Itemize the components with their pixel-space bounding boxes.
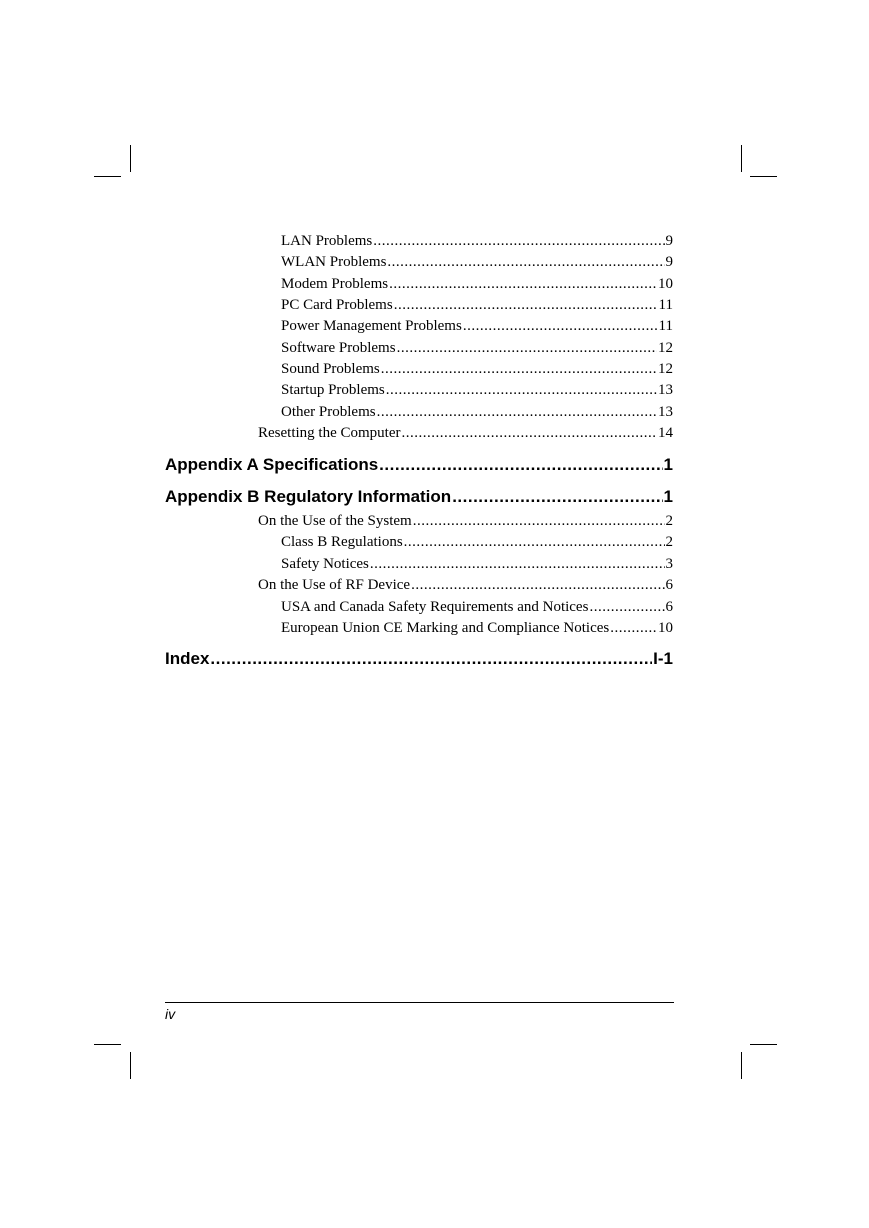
toc-entry-page: 9 [665, 233, 673, 249]
toc-entry-page: 1 [663, 455, 673, 474]
crop-mark-bottom-left-h [94, 1044, 121, 1045]
toc-entry-page: 2 [665, 534, 673, 550]
toc-entry-appendix-a[interactable] [165, 454, 673, 476]
toc-leader-dots [377, 402, 657, 422]
toc-entry-page: 11 [658, 297, 673, 313]
crop-mark-top-right-h [750, 176, 777, 177]
crop-mark-bottom-left-v [130, 1052, 131, 1079]
toc-leader-dots [397, 338, 657, 358]
toc-entry-title: On the Use of RF Device [258, 577, 411, 593]
crop-mark-bottom-right-v [741, 1052, 742, 1079]
toc-entry-other-problems[interactable] [281, 402, 673, 422]
toc-leader-dots [610, 618, 657, 638]
toc-entry-eu-ce-marking[interactable] [281, 618, 673, 638]
toc-entry-title: Software Problems [281, 340, 396, 356]
toc-entry-page: 12 [658, 361, 673, 377]
toc-entry-wlan-problems[interactable] [281, 252, 673, 272]
toc-entry-title: Modem Problems [281, 276, 389, 292]
toc-leader-dots [379, 454, 662, 476]
toc-entry-title: Power Management Problems [281, 318, 462, 334]
toc-entry-title: On the Use of the System [258, 513, 412, 529]
toc-leader-dots [373, 231, 664, 251]
toc-entry-page: 3 [665, 556, 673, 572]
toc-entry-resetting-the-computer[interactable] [258, 423, 673, 443]
toc-entry-title: Appendix B Regulatory Information [165, 487, 452, 506]
toc-entry-title: Sound Problems [281, 361, 380, 377]
toc-leader-dots [389, 274, 657, 294]
toc-entry-appendix-b[interactable] [165, 486, 673, 508]
toc-entry-page: 13 [658, 382, 673, 398]
toc-leader-dots [404, 532, 665, 552]
toc-entry-safety-notices[interactable] [281, 554, 673, 574]
toc-entry-use-of-system[interactable] [258, 511, 673, 531]
toc-entry-page: 11 [658, 318, 673, 334]
toc-entry-title: USA and Canada Safety Requirements and Notices [281, 599, 589, 615]
crop-mark-top-right-v [741, 145, 742, 172]
footer-rule [165, 1002, 674, 1003]
toc-entry-title: Startup Problems [281, 382, 385, 398]
toc-entry-page: 14 [658, 425, 673, 441]
toc-entry-index[interactable] [165, 648, 673, 670]
toc-leader-dots [589, 597, 664, 617]
toc-entry-use-of-rf-device[interactable] [258, 575, 673, 595]
toc-leader-dots [452, 486, 662, 508]
toc-entry-page: 12 [658, 340, 673, 356]
toc-entry-sound-problems[interactable] [281, 359, 673, 379]
toc-leader-dots [387, 252, 664, 272]
crop-mark-top-left-v [130, 145, 131, 172]
toc-entry-lan-problems[interactable] [281, 231, 673, 251]
toc-entry-title: Other Problems [281, 404, 376, 420]
toc-entry-pc-card-problems[interactable] [281, 295, 673, 315]
toc-leader-dots [401, 423, 657, 443]
toc-entry-page: 9 [665, 254, 673, 270]
crop-mark-bottom-right-h [750, 1044, 777, 1045]
toc-entry-power-management-problems[interactable] [281, 316, 673, 336]
toc-leader-dots [370, 554, 665, 574]
toc-leader-dots [411, 575, 664, 595]
toc-entry-page: 6 [665, 577, 673, 593]
toc-entry-usa-canada-safety[interactable] [281, 597, 673, 617]
toc-entry-page: 2 [665, 513, 673, 529]
toc-entry-page: 13 [658, 404, 673, 420]
toc-leader-dots [413, 511, 665, 531]
toc-leader-dots [381, 359, 657, 379]
toc-leader-dots [394, 295, 658, 315]
toc-entry-title: Class B Regulations [281, 534, 403, 550]
toc-entry-software-problems[interactable] [281, 338, 673, 358]
toc-entry-page: I-1 [653, 649, 673, 668]
toc-entry-page: 10 [658, 620, 673, 636]
toc-leader-dots [463, 316, 658, 336]
toc-entry-page: 6 [665, 599, 673, 615]
toc-entry-title: Resetting the Computer [258, 425, 401, 441]
toc-entry-page: 1 [663, 487, 673, 506]
toc-entry-modem-problems[interactable] [281, 274, 673, 294]
toc-entry-title: WLAN Problems [281, 254, 387, 270]
toc-entry-page: 10 [658, 276, 673, 292]
toc-entry-title: European Union CE Marking and Compliance Notices [281, 620, 610, 636]
toc-entry-class-b-regulations[interactable] [281, 532, 673, 552]
crop-mark-top-left-h [94, 176, 121, 177]
toc-entry-title: Safety Notices [281, 556, 369, 572]
toc-entry-title: PC Card Problems [281, 297, 393, 313]
toc-entry-startup-problems[interactable] [281, 380, 673, 400]
toc-leader-dots [386, 380, 657, 400]
toc-entry-title: Appendix A Specifications [165, 455, 379, 474]
toc-entry-title: Index [165, 649, 210, 668]
toc-leader-dots [210, 648, 652, 670]
toc-entry-title: LAN Problems [281, 233, 373, 249]
footer-page-number: iv [165, 1006, 176, 1022]
